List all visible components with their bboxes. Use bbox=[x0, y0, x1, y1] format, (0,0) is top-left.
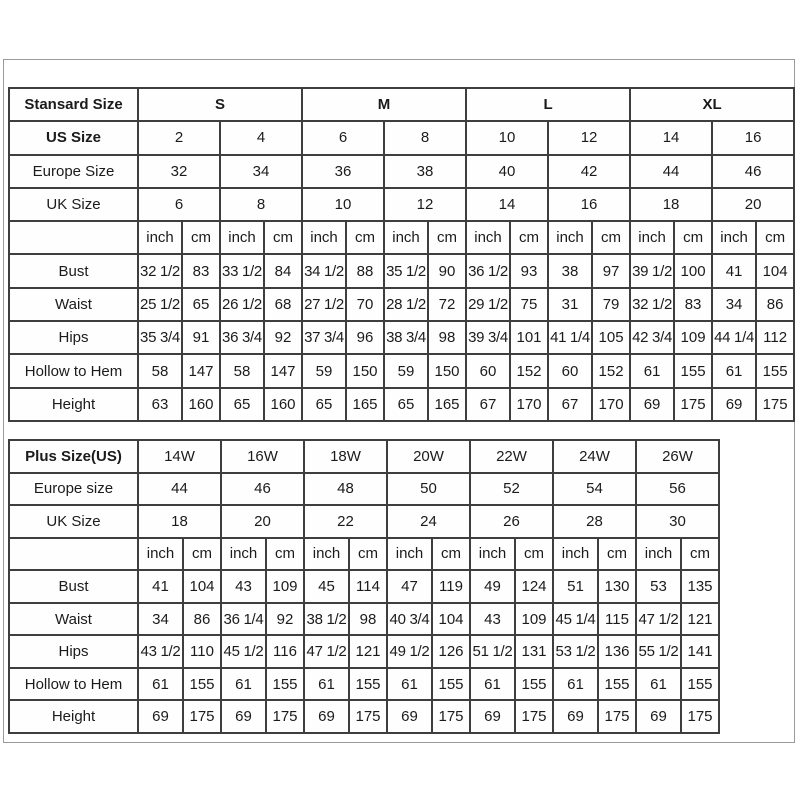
unit-inch-cell: inch bbox=[466, 221, 510, 254]
table-row bbox=[9, 440, 719, 473]
measurement-cm-cell: 155 bbox=[756, 354, 794, 387]
row-label-cell: Hollow to Hem bbox=[9, 354, 138, 387]
table-row bbox=[9, 88, 794, 121]
unit-cm-cell: cm bbox=[598, 538, 636, 571]
measurement-inch-cell: 60 bbox=[466, 354, 510, 387]
measurement-cm-cell: 100 bbox=[674, 254, 712, 287]
measurement-inch-cell: 61 bbox=[712, 354, 756, 387]
measurement-inch-cell: 67 bbox=[466, 388, 510, 421]
row-label-cell: Bust bbox=[9, 254, 138, 287]
measurement-inch-cell: 45 1/2 bbox=[221, 635, 266, 668]
measurement-cm-cell: 83 bbox=[182, 254, 220, 287]
plus-size-table-grid bbox=[8, 439, 720, 734]
row-label-cell: Hips bbox=[9, 635, 138, 668]
measurement-cm-cell: 98 bbox=[349, 603, 387, 636]
size-value-cell: 10 bbox=[466, 121, 548, 154]
unit-cm-cell: cm bbox=[346, 221, 384, 254]
measurement-cm-cell: 147 bbox=[182, 354, 220, 387]
measurement-cm-cell: 110 bbox=[183, 635, 221, 668]
plus-size-table bbox=[8, 439, 718, 734]
measurement-cm-cell: 68 bbox=[264, 288, 302, 321]
measurement-inch-cell: 49 1/2 bbox=[387, 635, 432, 668]
size-value-cell: 24 bbox=[387, 505, 470, 538]
row-label-cell: Hips bbox=[9, 321, 138, 354]
measurement-inch-cell: 35 3/4 bbox=[138, 321, 182, 354]
size-value-cell: 56 bbox=[636, 473, 719, 506]
measurement-cm-cell: 152 bbox=[592, 354, 630, 387]
measurement-inch-cell: 36 1/4 bbox=[221, 603, 266, 636]
measurement-cm-cell: 175 bbox=[674, 388, 712, 421]
measurement-inch-cell: 47 1/2 bbox=[304, 635, 349, 668]
size-value-cell: 30 bbox=[636, 505, 719, 538]
measurement-cm-cell: 175 bbox=[183, 700, 221, 733]
measurement-inch-cell: 61 bbox=[387, 668, 432, 701]
unit-inch-cell: inch bbox=[221, 538, 266, 571]
measurement-cm-cell: 101 bbox=[510, 321, 548, 354]
measurement-cm-cell: 98 bbox=[428, 321, 466, 354]
row-label-cell: Waist bbox=[9, 603, 138, 636]
row-label-cell: Europe Size bbox=[9, 155, 138, 188]
measurement-cm-cell: 104 bbox=[432, 603, 470, 636]
measurement-inch-cell: 32 1/2 bbox=[138, 254, 182, 287]
size-value-cell: 48 bbox=[304, 473, 387, 506]
unit-cm-cell: cm bbox=[183, 538, 221, 571]
size-value-cell: 42 bbox=[548, 155, 630, 188]
measurement-inch-cell: 55 1/2 bbox=[636, 635, 681, 668]
measurement-inch-cell: 31 bbox=[548, 288, 592, 321]
measurement-inch-cell: 33 1/2 bbox=[220, 254, 264, 287]
measurement-inch-cell: 60 bbox=[548, 354, 592, 387]
row-label-cell: UK Size bbox=[9, 505, 138, 538]
measurement-cm-cell: 175 bbox=[432, 700, 470, 733]
unit-inch-cell: inch bbox=[553, 538, 598, 571]
measurement-cm-cell: 79 bbox=[592, 288, 630, 321]
table-row bbox=[9, 388, 794, 421]
measurement-inch-cell: 42 3/4 bbox=[630, 321, 674, 354]
measurement-inch-cell: 51 1/2 bbox=[470, 635, 515, 668]
measurement-cm-cell: 97 bbox=[592, 254, 630, 287]
table-row bbox=[9, 155, 794, 188]
measurement-cm-cell: 121 bbox=[681, 603, 719, 636]
measurement-cm-cell: 119 bbox=[432, 570, 470, 603]
row-label-cell: Europe size bbox=[9, 473, 138, 506]
size-value-cell: 18W bbox=[304, 440, 387, 473]
measurement-inch-cell: 65 bbox=[220, 388, 264, 421]
measurement-cm-cell: 83 bbox=[674, 288, 712, 321]
table-row bbox=[9, 570, 719, 603]
measurement-inch-cell: 61 bbox=[470, 668, 515, 701]
measurement-cm-cell: 150 bbox=[428, 354, 466, 387]
unit-cm-cell: cm bbox=[674, 221, 712, 254]
unit-cm-cell: cm bbox=[266, 538, 304, 571]
size-value-cell: 50 bbox=[387, 473, 470, 506]
row-label-cell: US Size bbox=[9, 121, 138, 154]
measurement-inch-cell: 45 bbox=[304, 570, 349, 603]
measurement-inch-cell: 39 3/4 bbox=[466, 321, 510, 354]
row-label-cell: Hollow to Hem bbox=[9, 668, 138, 701]
table-row bbox=[9, 254, 794, 287]
unit-inch-cell: inch bbox=[548, 221, 592, 254]
measurement-cm-cell: 86 bbox=[756, 288, 794, 321]
measurement-inch-cell: 59 bbox=[302, 354, 346, 387]
size-value-cell: 44 bbox=[630, 155, 712, 188]
measurement-inch-cell: 41 bbox=[712, 254, 756, 287]
unit-cm-cell: cm bbox=[264, 221, 302, 254]
standard-size-table-grid bbox=[8, 87, 795, 422]
table-row bbox=[9, 221, 794, 254]
measurement-inch-cell: 53 1/2 bbox=[553, 635, 598, 668]
measurement-cm-cell: 135 bbox=[681, 570, 719, 603]
measurement-cm-cell: 175 bbox=[598, 700, 636, 733]
size-value-cell: 20 bbox=[221, 505, 304, 538]
measurement-cm-cell: 130 bbox=[598, 570, 636, 603]
size-value-cell: 6 bbox=[302, 121, 384, 154]
measurement-inch-cell: 45 1/4 bbox=[553, 603, 598, 636]
size-value-cell: 10 bbox=[302, 188, 384, 221]
size-value-cell: 44 bbox=[138, 473, 221, 506]
size-value-cell: 22W bbox=[470, 440, 553, 473]
unit-inch-cell: inch bbox=[138, 538, 183, 571]
size-value-cell: 8 bbox=[384, 121, 466, 154]
measurement-inch-cell: 47 bbox=[387, 570, 432, 603]
measurement-inch-cell: 36 1/2 bbox=[466, 254, 510, 287]
unit-inch-cell: inch bbox=[470, 538, 515, 571]
unit-cm-cell: cm bbox=[182, 221, 220, 254]
measurement-cm-cell: 155 bbox=[681, 668, 719, 701]
measurement-cm-cell: 109 bbox=[515, 603, 553, 636]
measurement-inch-cell: 63 bbox=[138, 388, 182, 421]
table-row bbox=[9, 354, 794, 387]
measurement-cm-cell: 155 bbox=[183, 668, 221, 701]
measurement-inch-cell: 58 bbox=[138, 354, 182, 387]
size-value-cell: 38 bbox=[384, 155, 466, 188]
table-row bbox=[9, 288, 794, 321]
measurement-cm-cell: 121 bbox=[349, 635, 387, 668]
measurement-inch-cell: 65 bbox=[384, 388, 428, 421]
table-row bbox=[9, 668, 719, 701]
unit-cm-cell: cm bbox=[510, 221, 548, 254]
measurement-inch-cell: 34 bbox=[138, 603, 183, 636]
measurement-cm-cell: 136 bbox=[598, 635, 636, 668]
measurement-cm-cell: 104 bbox=[756, 254, 794, 287]
standard-size-table bbox=[8, 87, 795, 422]
measurement-cm-cell: 150 bbox=[346, 354, 384, 387]
unit-inch-cell: inch bbox=[384, 221, 428, 254]
measurement-cm-cell: 160 bbox=[182, 388, 220, 421]
size-value-cell: 16 bbox=[712, 121, 794, 154]
measurement-cm-cell: 65 bbox=[182, 288, 220, 321]
measurement-inch-cell: 41 bbox=[138, 570, 183, 603]
table-row bbox=[9, 321, 794, 354]
measurement-cm-cell: 109 bbox=[674, 321, 712, 354]
measurement-cm-cell: 155 bbox=[598, 668, 636, 701]
measurement-cm-cell: 72 bbox=[428, 288, 466, 321]
size-value-cell: 8 bbox=[220, 188, 302, 221]
measurement-inch-cell: 38 3/4 bbox=[384, 321, 428, 354]
measurement-cm-cell: 105 bbox=[592, 321, 630, 354]
size-group-cell: XL bbox=[630, 88, 794, 121]
unit-inch-cell: inch bbox=[636, 538, 681, 571]
measurement-inch-cell: 43 1/2 bbox=[138, 635, 183, 668]
measurement-inch-cell: 38 1/2 bbox=[304, 603, 349, 636]
measurement-inch-cell: 58 bbox=[220, 354, 264, 387]
measurement-inch-cell: 61 bbox=[630, 354, 674, 387]
empty-corner-cell bbox=[9, 221, 138, 254]
unit-inch-cell: inch bbox=[712, 221, 756, 254]
measurement-cm-cell: 155 bbox=[266, 668, 304, 701]
measurement-cm-cell: 84 bbox=[264, 254, 302, 287]
measurement-cm-cell: 160 bbox=[264, 388, 302, 421]
row-label-cell: Height bbox=[9, 388, 138, 421]
table-row bbox=[9, 188, 794, 221]
measurement-cm-cell: 155 bbox=[674, 354, 712, 387]
measurement-cm-cell: 96 bbox=[346, 321, 384, 354]
size-value-cell: 14W bbox=[138, 440, 221, 473]
measurement-inch-cell: 61 bbox=[553, 668, 598, 701]
size-value-cell: 4 bbox=[220, 121, 302, 154]
measurement-inch-cell: 32 1/2 bbox=[630, 288, 674, 321]
measurement-cm-cell: 88 bbox=[346, 254, 384, 287]
empty-corner-cell bbox=[9, 538, 138, 571]
size-group-cell: M bbox=[302, 88, 466, 121]
measurement-inch-cell: 51 bbox=[553, 570, 598, 603]
size-value-cell: 18 bbox=[138, 505, 221, 538]
measurement-inch-cell: 43 bbox=[221, 570, 266, 603]
table-row bbox=[9, 700, 719, 733]
size-value-cell: 28 bbox=[553, 505, 636, 538]
measurement-cm-cell: 170 bbox=[592, 388, 630, 421]
measurement-cm-cell: 91 bbox=[182, 321, 220, 354]
measurement-cm-cell: 165 bbox=[346, 388, 384, 421]
measurement-cm-cell: 141 bbox=[681, 635, 719, 668]
measurement-inch-cell: 41 1/4 bbox=[548, 321, 592, 354]
measurement-cm-cell: 165 bbox=[428, 388, 466, 421]
row-label-cell: Bust bbox=[9, 570, 138, 603]
measurement-inch-cell: 27 1/2 bbox=[302, 288, 346, 321]
size-value-cell: 24W bbox=[553, 440, 636, 473]
unit-cm-cell: cm bbox=[756, 221, 794, 254]
size-value-cell: 18 bbox=[630, 188, 712, 221]
measurement-inch-cell: 39 1/2 bbox=[630, 254, 674, 287]
unit-inch-cell: inch bbox=[138, 221, 182, 254]
measurement-cm-cell: 155 bbox=[515, 668, 553, 701]
size-value-cell: 14 bbox=[466, 188, 548, 221]
measurement-cm-cell: 104 bbox=[183, 570, 221, 603]
unit-cm-cell: cm bbox=[349, 538, 387, 571]
unit-cm-cell: cm bbox=[432, 538, 470, 571]
size-group-cell: S bbox=[138, 88, 302, 121]
measurement-cm-cell: 175 bbox=[756, 388, 794, 421]
row-label-cell: UK Size bbox=[9, 188, 138, 221]
table-row bbox=[9, 473, 719, 506]
measurement-inch-cell: 43 bbox=[470, 603, 515, 636]
unit-cm-cell: cm bbox=[515, 538, 553, 571]
size-value-cell: 20 bbox=[712, 188, 794, 221]
measurement-inch-cell: 44 1/4 bbox=[712, 321, 756, 354]
measurement-cm-cell: 92 bbox=[264, 321, 302, 354]
size-value-cell: 20W bbox=[387, 440, 470, 473]
size-value-cell: 32 bbox=[138, 155, 220, 188]
measurement-inch-cell: 69 bbox=[304, 700, 349, 733]
measurement-inch-cell: 67 bbox=[548, 388, 592, 421]
measurement-inch-cell: 69 bbox=[387, 700, 432, 733]
measurement-cm-cell: 175 bbox=[349, 700, 387, 733]
size-value-cell: 12 bbox=[384, 188, 466, 221]
measurement-inch-cell: 69 bbox=[470, 700, 515, 733]
measurement-inch-cell: 49 bbox=[470, 570, 515, 603]
size-value-cell: 16 bbox=[548, 188, 630, 221]
row-label-cell: Height bbox=[9, 700, 138, 733]
measurement-cm-cell: 109 bbox=[266, 570, 304, 603]
measurement-inch-cell: 35 1/2 bbox=[384, 254, 428, 287]
unit-cm-cell: cm bbox=[428, 221, 466, 254]
measurement-cm-cell: 114 bbox=[349, 570, 387, 603]
measurement-inch-cell: 69 bbox=[630, 388, 674, 421]
size-value-cell: 16W bbox=[221, 440, 304, 473]
measurement-inch-cell: 28 1/2 bbox=[384, 288, 428, 321]
measurement-inch-cell: 69 bbox=[636, 700, 681, 733]
table-row bbox=[9, 635, 719, 668]
measurement-inch-cell: 61 bbox=[636, 668, 681, 701]
measurement-inch-cell: 29 1/2 bbox=[466, 288, 510, 321]
unit-cm-cell: cm bbox=[592, 221, 630, 254]
measurement-cm-cell: 175 bbox=[681, 700, 719, 733]
measurement-cm-cell: 175 bbox=[515, 700, 553, 733]
size-value-cell: 2 bbox=[138, 121, 220, 154]
unit-inch-cell: inch bbox=[302, 221, 346, 254]
measurement-cm-cell: 115 bbox=[598, 603, 636, 636]
measurement-inch-cell: 59 bbox=[384, 354, 428, 387]
measurement-cm-cell: 170 bbox=[510, 388, 548, 421]
measurement-inch-cell: 36 3/4 bbox=[220, 321, 264, 354]
measurement-cm-cell: 126 bbox=[432, 635, 470, 668]
size-value-cell: 14 bbox=[630, 121, 712, 154]
measurement-inch-cell: 61 bbox=[304, 668, 349, 701]
unit-inch-cell: inch bbox=[630, 221, 674, 254]
size-value-cell: 46 bbox=[221, 473, 304, 506]
size-value-cell: 52 bbox=[470, 473, 553, 506]
size-value-cell: 26 bbox=[470, 505, 553, 538]
measurement-cm-cell: 124 bbox=[515, 570, 553, 603]
size-value-cell: 54 bbox=[553, 473, 636, 506]
measurement-inch-cell: 69 bbox=[221, 700, 266, 733]
size-group-cell: L bbox=[466, 88, 630, 121]
measurement-cm-cell: 131 bbox=[515, 635, 553, 668]
measurement-cm-cell: 152 bbox=[510, 354, 548, 387]
measurement-cm-cell: 92 bbox=[266, 603, 304, 636]
table-title-cell: Stansard Size bbox=[9, 88, 138, 121]
measurement-cm-cell: 86 bbox=[183, 603, 221, 636]
measurement-cm-cell: 112 bbox=[756, 321, 794, 354]
measurement-inch-cell: 34 bbox=[712, 288, 756, 321]
measurement-inch-cell: 38 bbox=[548, 254, 592, 287]
table-row bbox=[9, 603, 719, 636]
measurement-inch-cell: 53 bbox=[636, 570, 681, 603]
measurement-cm-cell: 70 bbox=[346, 288, 384, 321]
measurement-inch-cell: 61 bbox=[221, 668, 266, 701]
table-row bbox=[9, 505, 719, 538]
size-value-cell: 46 bbox=[712, 155, 794, 188]
size-value-cell: 26W bbox=[636, 440, 719, 473]
measurement-cm-cell: 147 bbox=[264, 354, 302, 387]
measurement-cm-cell: 155 bbox=[432, 668, 470, 701]
size-value-cell: 40 bbox=[466, 155, 548, 188]
size-value-cell: 12 bbox=[548, 121, 630, 154]
measurement-inch-cell: 65 bbox=[302, 388, 346, 421]
measurement-cm-cell: 155 bbox=[349, 668, 387, 701]
size-value-cell: 36 bbox=[302, 155, 384, 188]
measurement-inch-cell: 25 1/2 bbox=[138, 288, 182, 321]
unit-inch-cell: inch bbox=[220, 221, 264, 254]
measurement-cm-cell: 175 bbox=[266, 700, 304, 733]
measurement-cm-cell: 116 bbox=[266, 635, 304, 668]
unit-cm-cell: cm bbox=[681, 538, 719, 571]
measurement-inch-cell: 61 bbox=[138, 668, 183, 701]
measurement-cm-cell: 93 bbox=[510, 254, 548, 287]
measurement-inch-cell: 69 bbox=[553, 700, 598, 733]
size-value-cell: 6 bbox=[138, 188, 220, 221]
table-row bbox=[9, 538, 719, 571]
measurement-inch-cell: 37 3/4 bbox=[302, 321, 346, 354]
measurement-inch-cell: 34 1/2 bbox=[302, 254, 346, 287]
table-row bbox=[9, 121, 794, 154]
size-value-cell: 34 bbox=[220, 155, 302, 188]
measurement-inch-cell: 47 1/2 bbox=[636, 603, 681, 636]
row-label-cell: Plus Size(US) bbox=[9, 440, 138, 473]
measurement-cm-cell: 75 bbox=[510, 288, 548, 321]
measurement-inch-cell: 26 1/2 bbox=[220, 288, 264, 321]
row-label-cell: Waist bbox=[9, 288, 138, 321]
size-value-cell: 22 bbox=[304, 505, 387, 538]
measurement-cm-cell: 90 bbox=[428, 254, 466, 287]
unit-inch-cell: inch bbox=[304, 538, 349, 571]
unit-inch-cell: inch bbox=[387, 538, 432, 571]
measurement-inch-cell: 69 bbox=[138, 700, 183, 733]
measurement-inch-cell: 69 bbox=[712, 388, 756, 421]
measurement-inch-cell: 40 3/4 bbox=[387, 603, 432, 636]
